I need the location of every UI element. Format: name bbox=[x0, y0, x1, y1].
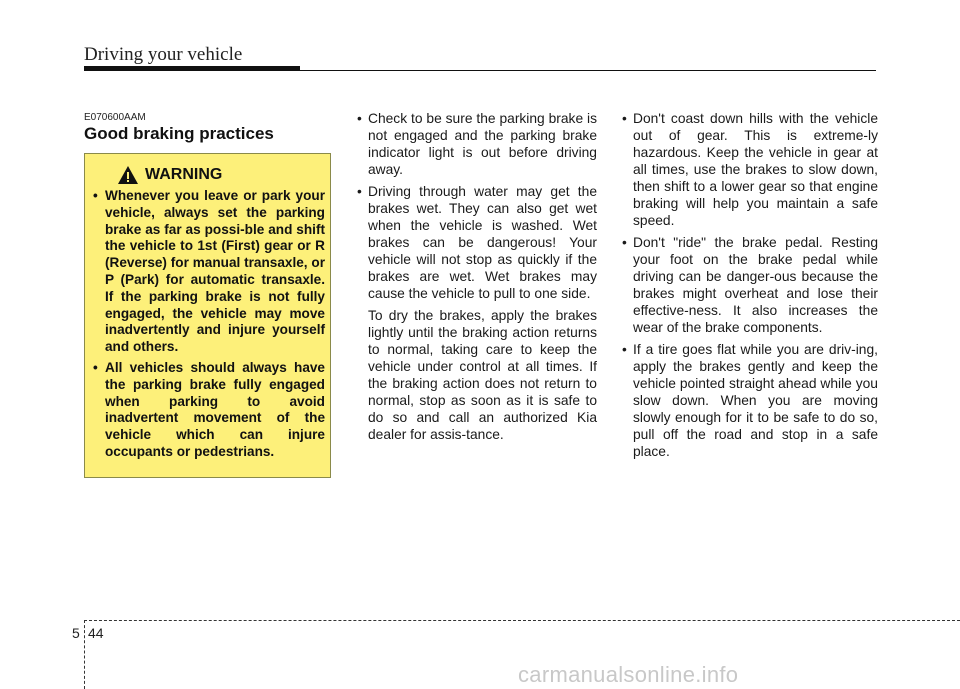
footer-divider bbox=[84, 620, 85, 689]
header-rule-thick bbox=[84, 66, 300, 71]
list-item bbox=[357, 183, 597, 443]
watermark-text: carmanualsonline.info bbox=[518, 662, 739, 687]
list-item: • Don't "ride" the brake pedal. Resting your foot on the brake pedal while driving can be danger-ous because the brakes might overheat and lose their effective-ness. It also increases the wear of the brake components. bbox=[622, 234, 878, 336]
warning-item: • All vehicles should always have the parking brake fully engaged when parking to avoid inadvertent movement of the vehicle which can injure occupants or pedestrians. bbox=[93, 360, 325, 461]
list-item-continuation: To dry the brakes, apply the brakes lightly until the braking action returns to normal, taking care to keep the vehicle under control at all times. If the braking action does not return to normal, stop as soon as it is safe to do so and call an authorized Kia dealer for assis-tance. bbox=[368, 308, 597, 442]
warning-item: • Whenever you leave or park your vehicle, always set the parking brake as far as possi-ble and shift the vehicle to 1st (First) gear or R (Reverse) for manual transaxle, or P (Park) for automatic transaxle. If the parking brake is not fully engaged, the vehicle may move inadvertently and injure yourself and others. bbox=[93, 188, 325, 356]
page-number: 44 bbox=[88, 625, 104, 641]
warning-title: WARNING bbox=[145, 166, 223, 183]
list-item: • Don't coast down hills with the vehicle out of gear. This is extreme-ly hazardous. Keep the vehicle in gear at all times, use the brakes to slow down, then shift to a lower gear so that engine braking will help you maintain a safe speed. bbox=[622, 110, 878, 229]
warning-triangle-icon bbox=[117, 165, 139, 185]
list-item: • If a tire goes flat while you are driv-ing, apply the brakes gently and keep the vehicle pointed straight ahead while you slow down. When you are moving slowly enough for it to be safe to do so, pull off the road and stop in a safe place. bbox=[622, 341, 878, 460]
warning-header bbox=[117, 164, 222, 186]
list-item: • Check to be sure the parking brake is not engaged and the parking brake indicator light is out before driving away. bbox=[357, 110, 597, 178]
header-rule-thin bbox=[300, 70, 876, 71]
middle-column bbox=[357, 110, 597, 448]
page-header-title: Driving your vehicle bbox=[84, 44, 243, 65]
list-item-text: Driving through water may get the brakes wet. They can also get wet when the vehicle is washed. Wet brakes can be dangerous! Your vehicle will not stop as quickly if the brakes are wet. Wet brakes may cause the vehicle to pull to one side. bbox=[368, 184, 597, 301]
warning-box bbox=[84, 153, 331, 478]
section-code: E070600AAM bbox=[84, 112, 146, 123]
section-title: Good braking practices bbox=[84, 124, 274, 143]
page-chapter: 5 bbox=[72, 625, 80, 641]
right-column bbox=[622, 110, 878, 465]
footer-rule bbox=[84, 620, 960, 621]
warning-list bbox=[93, 188, 325, 465]
